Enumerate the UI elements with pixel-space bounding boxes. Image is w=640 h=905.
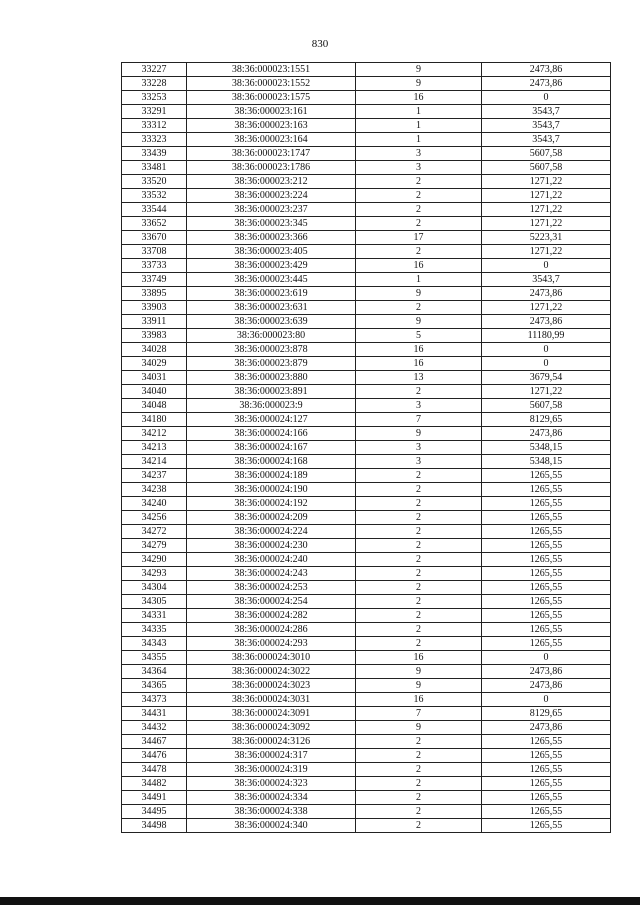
table-row <box>122 91 611 105</box>
cadastral-number-cell: 38:36:000024:127 <box>187 413 356 427</box>
cadastral-number-cell: 38:36:000023:345 <box>187 217 356 231</box>
category-cell: 16 <box>356 91 482 105</box>
category-cell: 13 <box>356 371 482 385</box>
value-cell: 5348,15 <box>482 455 611 469</box>
cadastral-number-cell: 38:36:000024:3022 <box>187 665 356 679</box>
page-number: 830 <box>311 38 329 50</box>
table-row <box>122 735 611 749</box>
table-row <box>122 707 611 721</box>
cadastral-number-cell: 38:36:000024:167 <box>187 441 356 455</box>
record-number-cell: 34364 <box>122 665 187 679</box>
table-row <box>122 679 611 693</box>
record-number-cell: 34304 <box>122 581 187 595</box>
table-row <box>122 427 611 441</box>
cadastral-number-cell: 38:36:000024:254 <box>187 595 356 609</box>
record-number-cell: 34029 <box>122 357 187 371</box>
cadastral-number-cell: 38:36:000023:366 <box>187 231 356 245</box>
value-cell: 5348,15 <box>482 441 611 455</box>
table-row <box>122 203 611 217</box>
category-cell: 1 <box>356 105 482 119</box>
cadastral-number-cell: 38:36:000023:891 <box>187 385 356 399</box>
table-row <box>122 791 611 805</box>
value-cell: 1265,55 <box>482 637 611 651</box>
category-cell: 16 <box>356 651 482 665</box>
table-row <box>122 539 611 553</box>
record-number-cell: 34180 <box>122 413 187 427</box>
value-cell: 11180,99 <box>482 329 611 343</box>
record-number-cell: 34476 <box>122 749 187 763</box>
table-row <box>122 609 611 623</box>
table-row <box>122 161 611 175</box>
value-cell: 1265,55 <box>482 749 611 763</box>
value-cell: 1265,55 <box>482 483 611 497</box>
category-cell: 9 <box>356 427 482 441</box>
value-cell: 5607,58 <box>482 161 611 175</box>
value-cell: 3543,7 <box>482 133 611 147</box>
table-row <box>122 287 611 301</box>
table-row <box>122 231 611 245</box>
category-cell: 2 <box>356 581 482 595</box>
table-row <box>122 77 611 91</box>
category-cell: 1 <box>356 119 482 133</box>
cadastral-number-cell: 38:36:000023:164 <box>187 133 356 147</box>
table-row <box>122 693 611 707</box>
table-row <box>122 343 611 357</box>
table-row <box>122 567 611 581</box>
table-row <box>122 721 611 735</box>
value-cell: 1265,55 <box>482 609 611 623</box>
category-cell: 2 <box>356 189 482 203</box>
value-cell: 2473,86 <box>482 665 611 679</box>
category-cell: 3 <box>356 455 482 469</box>
cadastral-number-cell: 38:36:000023:639 <box>187 315 356 329</box>
value-cell: 1265,55 <box>482 469 611 483</box>
cadastral-number-cell: 38:36:000024:253 <box>187 581 356 595</box>
cadastral-number-cell: 38:36:000023:1786 <box>187 161 356 175</box>
category-cell: 2 <box>356 609 482 623</box>
table-row <box>122 777 611 791</box>
value-cell: 3679,54 <box>482 371 611 385</box>
record-number-cell: 34355 <box>122 651 187 665</box>
category-cell: 1 <box>356 273 482 287</box>
record-number-cell: 33733 <box>122 259 187 273</box>
table-row <box>122 63 611 77</box>
record-number-cell: 34048 <box>122 399 187 413</box>
table-row <box>122 385 611 399</box>
record-number-cell: 34031 <box>122 371 187 385</box>
category-cell: 2 <box>356 819 482 833</box>
category-cell: 2 <box>356 777 482 791</box>
value-cell: 1271,22 <box>482 301 611 315</box>
category-cell: 9 <box>356 665 482 679</box>
record-number-cell: 34478 <box>122 763 187 777</box>
table-row <box>122 455 611 469</box>
category-cell: 2 <box>356 511 482 525</box>
record-number-cell: 34293 <box>122 567 187 581</box>
table-row <box>122 665 611 679</box>
table-row <box>122 259 611 273</box>
cadastral-number-cell: 38:36:000023:1551 <box>187 63 356 77</box>
value-cell: 3543,7 <box>482 105 611 119</box>
record-number-cell: 34212 <box>122 427 187 441</box>
record-number-cell: 33481 <box>122 161 187 175</box>
value-cell: 3543,7 <box>482 119 611 133</box>
category-cell: 2 <box>356 525 482 539</box>
table-row <box>122 399 611 413</box>
table-row <box>122 511 611 525</box>
record-number-cell: 33652 <box>122 217 187 231</box>
record-number-cell: 34335 <box>122 623 187 637</box>
category-cell: 3 <box>356 147 482 161</box>
category-cell: 2 <box>356 595 482 609</box>
cadastral-number-cell: 38:36:000024:240 <box>187 553 356 567</box>
cadastral-number-cell: 38:36:000024:334 <box>187 791 356 805</box>
category-cell: 9 <box>356 287 482 301</box>
category-cell: 2 <box>356 553 482 567</box>
cadastral-number-cell: 38:36:000023:163 <box>187 119 356 133</box>
cadastral-number-cell: 38:36:000024:340 <box>187 819 356 833</box>
table-body <box>122 63 611 833</box>
record-number-cell: 33983 <box>122 329 187 343</box>
value-cell: 1271,22 <box>482 385 611 399</box>
bottom-border <box>0 897 640 905</box>
category-cell: 9 <box>356 721 482 735</box>
cadastral-number-cell: 38:36:000023:237 <box>187 203 356 217</box>
table-row <box>122 637 611 651</box>
cadastral-number-cell: 38:36:000023:9 <box>187 399 356 413</box>
category-cell: 16 <box>356 357 482 371</box>
cadastral-number-cell: 38:36:000023:631 <box>187 301 356 315</box>
table-row <box>122 581 611 595</box>
record-number-cell: 33532 <box>122 189 187 203</box>
table-row <box>122 763 611 777</box>
cadastral-number-cell: 38:36:000024:168 <box>187 455 356 469</box>
table-row <box>122 315 611 329</box>
record-number-cell: 34331 <box>122 609 187 623</box>
cadastral-number-cell: 38:36:000023:619 <box>187 287 356 301</box>
category-cell: 2 <box>356 301 482 315</box>
category-cell: 2 <box>356 623 482 637</box>
cadastral-number-cell: 38:36:000024:209 <box>187 511 356 525</box>
value-cell: 0 <box>482 651 611 665</box>
table-row <box>122 329 611 343</box>
table-row <box>122 819 611 833</box>
table-row <box>122 273 611 287</box>
table-row <box>122 119 611 133</box>
table-row <box>122 805 611 819</box>
value-cell: 0 <box>482 91 611 105</box>
record-number-cell: 34467 <box>122 735 187 749</box>
table-row <box>122 623 611 637</box>
value-cell: 8129,65 <box>482 707 611 721</box>
category-cell: 16 <box>356 259 482 273</box>
table-row <box>122 357 611 371</box>
record-number-cell: 33439 <box>122 147 187 161</box>
record-number-cell: 34272 <box>122 525 187 539</box>
table-row <box>122 189 611 203</box>
category-cell: 2 <box>356 497 482 511</box>
category-cell: 5 <box>356 329 482 343</box>
category-cell: 2 <box>356 735 482 749</box>
value-cell: 1265,55 <box>482 595 611 609</box>
value-cell: 0 <box>482 343 611 357</box>
record-number-cell: 34256 <box>122 511 187 525</box>
category-cell: 2 <box>356 637 482 651</box>
category-cell: 2 <box>356 245 482 259</box>
record-number-cell: 33253 <box>122 91 187 105</box>
record-number-cell: 34495 <box>122 805 187 819</box>
record-number-cell: 33903 <box>122 301 187 315</box>
cadastral-number-cell: 38:36:000024:286 <box>187 623 356 637</box>
record-number-cell: 34290 <box>122 553 187 567</box>
category-cell: 2 <box>356 385 482 399</box>
value-cell: 1265,55 <box>482 777 611 791</box>
table-row <box>122 595 611 609</box>
cadastral-number-cell: 38:36:000024:319 <box>187 763 356 777</box>
record-number-cell: 34279 <box>122 539 187 553</box>
data-table <box>121 62 611 833</box>
record-number-cell: 34482 <box>122 777 187 791</box>
category-cell: 2 <box>356 203 482 217</box>
category-cell: 7 <box>356 413 482 427</box>
record-number-cell: 34431 <box>122 707 187 721</box>
table-row <box>122 469 611 483</box>
cadastral-number-cell: 38:36:000023:878 <box>187 343 356 357</box>
category-cell: 2 <box>356 749 482 763</box>
cadastral-number-cell: 38:36:000023:879 <box>187 357 356 371</box>
table-row <box>122 525 611 539</box>
category-cell: 2 <box>356 483 482 497</box>
value-cell: 1265,55 <box>482 553 611 567</box>
cadastral-number-cell: 38:36:000024:3031 <box>187 693 356 707</box>
category-cell: 3 <box>356 441 482 455</box>
cadastral-number-cell: 38:36:000024:3023 <box>187 679 356 693</box>
cadastral-number-cell: 38:36:000024:243 <box>187 567 356 581</box>
record-number-cell: 33544 <box>122 203 187 217</box>
record-number-cell: 34498 <box>122 819 187 833</box>
record-number-cell: 34343 <box>122 637 187 651</box>
record-number-cell: 33228 <box>122 77 187 91</box>
value-cell: 1271,22 <box>482 189 611 203</box>
table-row <box>122 301 611 315</box>
value-cell: 2473,86 <box>482 315 611 329</box>
category-cell: 9 <box>356 63 482 77</box>
table-row <box>122 133 611 147</box>
cadastral-number-cell: 38:36:000024:3010 <box>187 651 356 665</box>
category-cell: 7 <box>356 707 482 721</box>
cadastral-number-cell: 38:36:000024:190 <box>187 483 356 497</box>
cadastral-number-cell: 38:36:000024:3126 <box>187 735 356 749</box>
record-number-cell: 33227 <box>122 63 187 77</box>
category-cell: 2 <box>356 791 482 805</box>
cadastral-number-cell: 38:36:000024:282 <box>187 609 356 623</box>
category-cell: 2 <box>356 805 482 819</box>
cadastral-number-cell: 38:36:000023:212 <box>187 175 356 189</box>
record-number-cell: 34373 <box>122 693 187 707</box>
category-cell: 9 <box>356 77 482 91</box>
value-cell: 2473,86 <box>482 679 611 693</box>
value-cell: 1265,55 <box>482 525 611 539</box>
value-cell: 0 <box>482 357 611 371</box>
cadastral-number-cell: 38:36:000023:405 <box>187 245 356 259</box>
record-number-cell: 33291 <box>122 105 187 119</box>
record-number-cell: 33323 <box>122 133 187 147</box>
cadastral-number-cell: 38:36:000023:445 <box>187 273 356 287</box>
value-cell: 1265,55 <box>482 539 611 553</box>
cadastral-number-cell: 38:36:000024:224 <box>187 525 356 539</box>
category-cell: 9 <box>356 315 482 329</box>
category-cell: 2 <box>356 469 482 483</box>
category-cell: 9 <box>356 679 482 693</box>
category-cell: 1 <box>356 133 482 147</box>
category-cell: 3 <box>356 161 482 175</box>
value-cell: 1271,22 <box>482 175 611 189</box>
table-row <box>122 147 611 161</box>
value-cell: 2473,86 <box>482 77 611 91</box>
table-row <box>122 441 611 455</box>
cadastral-number-cell: 38:36:000024:3091 <box>187 707 356 721</box>
record-number-cell: 33520 <box>122 175 187 189</box>
category-cell: 2 <box>356 763 482 777</box>
cadastral-number-cell: 38:36:000023:224 <box>187 189 356 203</box>
value-cell: 5223,31 <box>482 231 611 245</box>
value-cell: 8129,65 <box>482 413 611 427</box>
cadastral-number-cell: 38:36:000024:230 <box>187 539 356 553</box>
record-number-cell: 34028 <box>122 343 187 357</box>
table-row <box>122 553 611 567</box>
table-row <box>122 749 611 763</box>
record-number-cell: 33911 <box>122 315 187 329</box>
record-number-cell: 34305 <box>122 595 187 609</box>
record-number-cell: 33670 <box>122 231 187 245</box>
record-number-cell: 34432 <box>122 721 187 735</box>
cadastral-number-cell: 38:36:000023:161 <box>187 105 356 119</box>
value-cell: 1271,22 <box>482 217 611 231</box>
cadastral-number-cell: 38:36:000024:192 <box>187 497 356 511</box>
value-cell: 5607,58 <box>482 147 611 161</box>
table-row <box>122 483 611 497</box>
value-cell: 1265,55 <box>482 805 611 819</box>
value-cell: 0 <box>482 693 611 707</box>
cadastral-number-cell: 38:36:000024:3092 <box>187 721 356 735</box>
value-cell: 1271,22 <box>482 203 611 217</box>
value-cell: 1265,55 <box>482 791 611 805</box>
record-number-cell: 33312 <box>122 119 187 133</box>
value-cell: 1265,55 <box>482 763 611 777</box>
category-cell: 2 <box>356 567 482 581</box>
record-number-cell: 34213 <box>122 441 187 455</box>
record-number-cell: 34238 <box>122 483 187 497</box>
cadastral-number-cell: 38:36:000023:1747 <box>187 147 356 161</box>
record-number-cell: 34491 <box>122 791 187 805</box>
category-cell: 2 <box>356 539 482 553</box>
category-cell: 16 <box>356 343 482 357</box>
cadastral-number-cell: 38:36:000023:429 <box>187 259 356 273</box>
record-number-cell: 33895 <box>122 287 187 301</box>
table-row <box>122 175 611 189</box>
record-number-cell: 33749 <box>122 273 187 287</box>
cadastral-number-cell: 38:36:000023:880 <box>187 371 356 385</box>
value-cell: 1265,55 <box>482 497 611 511</box>
value-cell: 2473,86 <box>482 427 611 441</box>
cadastral-number-cell: 38:36:000024:338 <box>187 805 356 819</box>
value-cell: 2473,86 <box>482 63 611 77</box>
value-cell: 1265,55 <box>482 581 611 595</box>
cadastral-number-cell: 38:36:000024:317 <box>187 749 356 763</box>
value-cell: 2473,86 <box>482 721 611 735</box>
table-row <box>122 371 611 385</box>
cadastral-number-cell: 38:36:000024:189 <box>187 469 356 483</box>
table-row <box>122 105 611 119</box>
category-cell: 16 <box>356 693 482 707</box>
value-cell: 1265,55 <box>482 819 611 833</box>
cadastral-number-cell: 38:36:000023:1575 <box>187 91 356 105</box>
table-row <box>122 497 611 511</box>
cadastral-number-cell: 38:36:000023:80 <box>187 329 356 343</box>
category-cell: 2 <box>356 175 482 189</box>
value-cell: 2473,86 <box>482 287 611 301</box>
cadastral-number-cell: 38:36:000024:323 <box>187 777 356 791</box>
category-cell: 2 <box>356 217 482 231</box>
value-cell: 1265,55 <box>482 623 611 637</box>
record-number-cell: 34240 <box>122 497 187 511</box>
category-cell: 3 <box>356 399 482 413</box>
category-cell: 17 <box>356 231 482 245</box>
value-cell: 1265,55 <box>482 567 611 581</box>
record-number-cell: 34365 <box>122 679 187 693</box>
value-cell: 1265,55 <box>482 735 611 749</box>
value-cell: 3543,7 <box>482 273 611 287</box>
table-row <box>122 245 611 259</box>
table-row <box>122 217 611 231</box>
value-cell: 5607,58 <box>482 399 611 413</box>
value-cell: 1265,55 <box>482 511 611 525</box>
value-cell: 0 <box>482 259 611 273</box>
record-number-cell: 34237 <box>122 469 187 483</box>
record-number-cell: 34214 <box>122 455 187 469</box>
record-number-cell: 33708 <box>122 245 187 259</box>
cadastral-number-cell: 38:36:000024:293 <box>187 637 356 651</box>
record-number-cell: 34040 <box>122 385 187 399</box>
cadastral-number-cell: 38:36:000024:166 <box>187 427 356 441</box>
value-cell: 1271,22 <box>482 245 611 259</box>
cadastral-number-cell: 38:36:000023:1552 <box>187 77 356 91</box>
table-row <box>122 413 611 427</box>
table-row <box>122 651 611 665</box>
